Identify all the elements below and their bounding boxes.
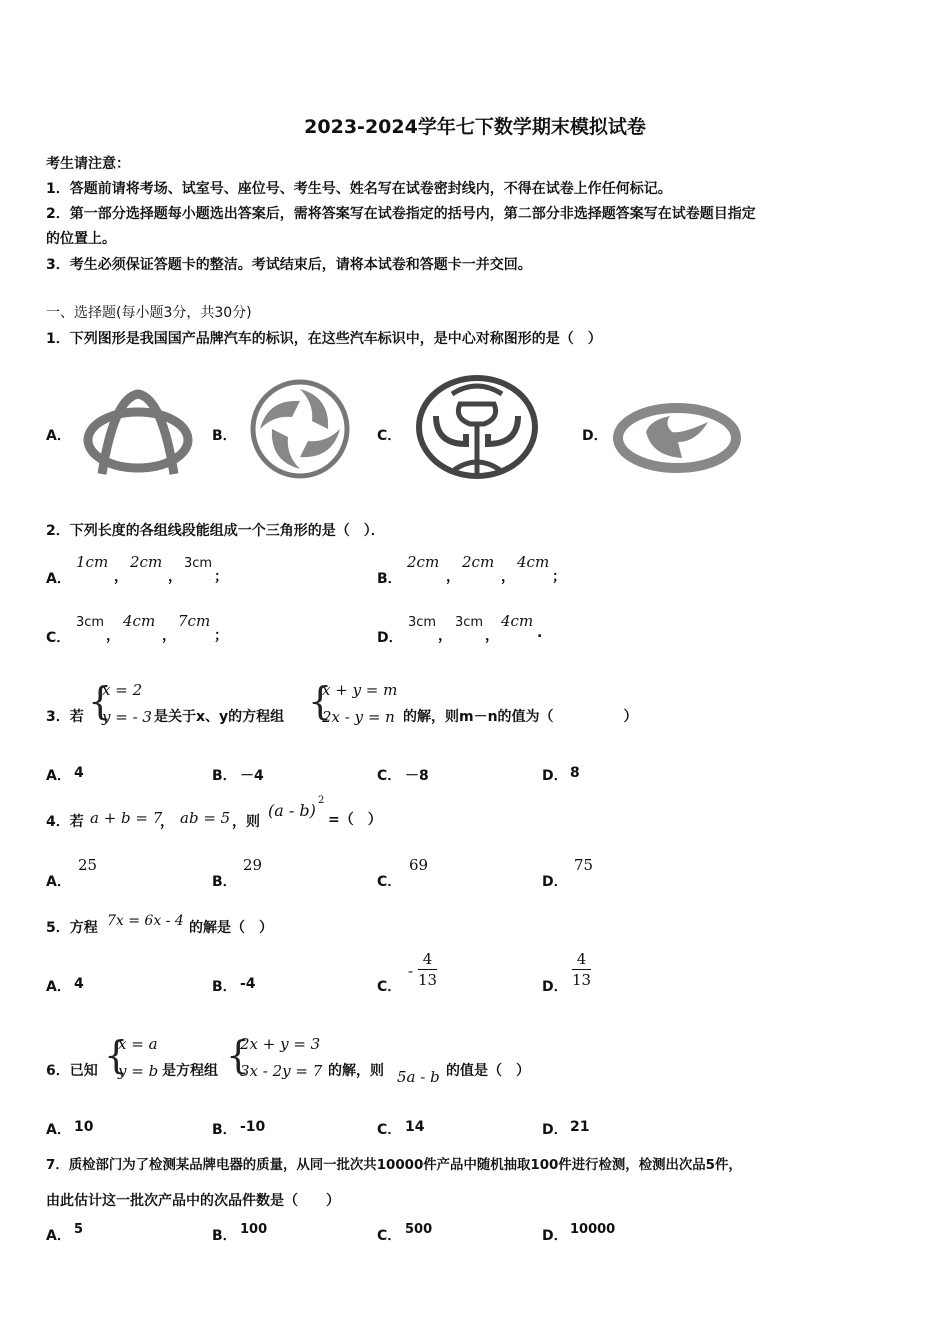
q2-b-len-3: 4cm	[517, 553, 550, 571]
q6-option-a-label: A．	[46, 1122, 71, 1138]
q7-option-b-label: B．	[212, 1228, 237, 1244]
q2-a-len-3: 3cm	[184, 556, 213, 571]
q3-system1-eq2: y = - 3	[102, 708, 152, 726]
q7-option-d: 10000	[570, 1222, 616, 1237]
q5-suffix: 的解是（ ）	[189, 920, 273, 936]
q6-system2-eq2: 3x - 2y = 7	[240, 1062, 323, 1080]
q2-a-len-2: 2cm	[130, 553, 163, 571]
q4-prefix: 4．若	[46, 814, 84, 830]
q4-option-a: 25	[78, 856, 98, 874]
q5-option-c-label: C．	[377, 979, 402, 995]
q3-system2-eq1: x + y = m	[322, 681, 398, 699]
q6-option-b: -10	[240, 1119, 266, 1135]
q7-stem-line-1: 7．质检部门为了检测某品牌电器的质量，从同一批次共10000件产品中随机抽取100件进行检测，检测出次品5件，	[46, 1158, 742, 1173]
q5-option-d-fraction: $\frac{4}{13}$	[572, 950, 592, 989]
q3-option-d-label: D．	[542, 768, 568, 784]
q4-option-a-label: A．	[46, 874, 71, 890]
q3-option-c-label: C．	[377, 768, 402, 784]
q5-option-a: 4	[74, 976, 84, 992]
q4-expr-3: (a - b)	[268, 801, 316, 820]
q5-option-b-label: B．	[212, 979, 237, 995]
q3-option-b: －4	[240, 768, 264, 784]
q2-d-len-1: 3cm	[408, 615, 437, 630]
q5-option-c-fraction: $\frac{4}{13}$	[418, 950, 438, 989]
q3-option-d: 8	[570, 765, 580, 781]
q6-prefix: 6．已知	[46, 1063, 98, 1079]
q1-option-b-label: B．	[212, 428, 237, 444]
q4-expr-2: ab = 5	[180, 809, 231, 827]
q4-then: ，则	[232, 814, 260, 830]
q3-option-a-label: A．	[46, 768, 71, 784]
logo-b-icon	[248, 377, 352, 481]
q7-option-a-label: A．	[46, 1228, 71, 1244]
q7-option-d-label: D．	[542, 1228, 568, 1244]
q6-option-a: 10	[74, 1119, 94, 1135]
q6-option-d: 21	[570, 1119, 590, 1135]
q1-stem: 1．下列图形是我国国产品牌汽车的标识，在这些汽车标识中，是中心对称图形的是（ ）	[46, 331, 602, 347]
q2-c-len-3: 7cm	[178, 612, 211, 630]
q4-exponent: 2	[318, 795, 325, 806]
q3-option-c: －8	[405, 768, 429, 784]
q6-option-b-label: B．	[212, 1122, 237, 1138]
q2-d-len-2: 3cm	[455, 615, 484, 630]
q6-system1-eq2: y = b	[118, 1062, 159, 1080]
q5-equation: 7x = 6x - 4	[107, 913, 184, 929]
section-heading: 一、选择题(每小题3分，共30分)	[46, 305, 252, 321]
q6-suffix: 的值是（ ）	[446, 1063, 530, 1079]
q4-option-c-label: C．	[377, 874, 402, 890]
q2-option-b-label: B．	[377, 571, 402, 587]
q6-option-c-label: C．	[377, 1122, 402, 1138]
q2-b-len-1: 2cm	[407, 553, 440, 571]
q7-option-c: 500	[405, 1222, 433, 1237]
notice-heading: 考生请注意：	[46, 156, 130, 172]
q6-then: 的解，则	[328, 1063, 384, 1079]
logo-d-icon	[612, 402, 742, 474]
q2-option-a-label: A．	[46, 571, 71, 587]
q4-option-c: 69	[409, 856, 429, 874]
q7-option-a: 5	[74, 1222, 84, 1237]
q4-option-b-label: B．	[212, 874, 237, 890]
q2-c-len-1: 3cm	[76, 615, 105, 630]
q5-option-d-label: D．	[542, 979, 568, 995]
q2-option-c-label: C．	[46, 630, 71, 646]
q3-system2-eq2: 2x - y = n	[322, 708, 395, 726]
q2-d-len-3: 4cm	[501, 612, 534, 630]
notice-line-2b: 的位置上。	[46, 231, 116, 247]
q5-prefix: 5．方程	[46, 920, 98, 936]
q7-stem-line-2: 由此估计这一批次产品中的次品件数是（ ）	[46, 1193, 340, 1209]
q1-option-c-label: C．	[377, 428, 402, 444]
page-title: 2023-2024学年七下数学期末模拟试卷	[304, 116, 646, 138]
logo-c-icon	[414, 374, 540, 480]
q3-suffix: 的解，则m－n的值为（ ）	[403, 709, 638, 725]
q5-option-a-label: A．	[46, 979, 71, 995]
q3-system1-eq1: x = 2	[102, 681, 143, 699]
q2-c-len-2: 4cm	[123, 612, 156, 630]
q6-middle-text: 是方程组	[162, 1063, 218, 1079]
q1-option-a-label: A．	[46, 428, 71, 444]
q4-expr-1: a + b = 7	[90, 809, 163, 827]
q3-middle-text: 是关于x、y的方程组	[154, 709, 285, 725]
q2-stem: 2．下列长度的各组线段能组成一个三角形的是（ ）．	[46, 523, 385, 539]
q4-option-d: 75	[574, 856, 594, 874]
q4-option-b: 29	[243, 856, 263, 874]
logo-a-icon	[82, 388, 194, 476]
q7-option-b: 100	[240, 1222, 268, 1237]
q3-option-b-label: B．	[212, 768, 237, 784]
q6-expression: 5a - b	[397, 1068, 440, 1086]
notice-line-2a: 2．第一部分选择题每小题选出答案后，需将答案写在试卷指定的括号内，第二部分非选择题答案写在试卷题目指定	[46, 206, 756, 222]
q3-option-a: 4	[74, 765, 84, 781]
q3-prefix: 3．若	[46, 709, 84, 725]
q6-option-c: 14	[405, 1119, 425, 1135]
notice-line-3: 3．考生必须保证答题卡的整洁。考试结束后，请将本试卷和答题卡一并交回。	[46, 257, 532, 273]
q6-system1-eq1: x = a	[118, 1035, 158, 1053]
q5-option-b: -4	[240, 976, 256, 992]
q4-suffix: =（ ）	[328, 812, 382, 828]
q2-option-d-label: D．	[377, 630, 403, 646]
q2-a-len-1: 1cm	[76, 553, 109, 571]
q1-option-d-label: D．	[582, 428, 608, 444]
notice-line-1: 1．答题前请将考场、试室号、座位号、考生号、姓名写在试卷密封线内，不得在试卷上作任何标记。	[46, 181, 672, 197]
q7-option-c-label: C．	[377, 1228, 402, 1244]
q2-b-len-2: 2cm	[462, 553, 495, 571]
q4-option-d-label: D．	[542, 874, 568, 890]
q6-system2-eq1: 2x + y = 3	[240, 1035, 321, 1053]
q5-option-c-sign: -	[408, 962, 414, 980]
q6-option-d-label: D．	[542, 1122, 568, 1138]
